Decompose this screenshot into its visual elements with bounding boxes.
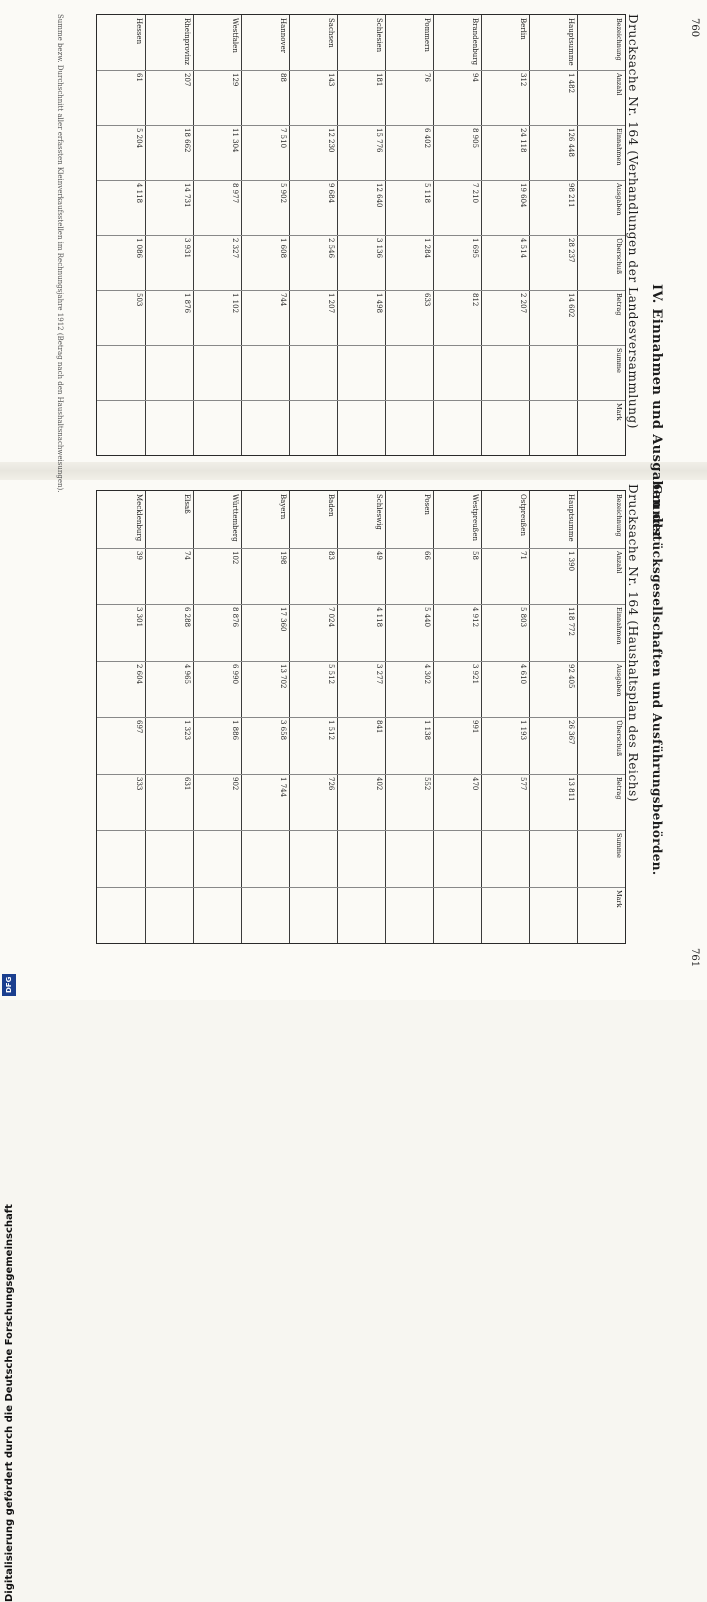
table-cell: 333: [135, 776, 143, 790]
table-header-cell: Anzahl: [615, 550, 623, 573]
table-row-rule: [97, 180, 625, 181]
table-row-rule: [97, 345, 625, 346]
table-cell: Schleswig: [375, 494, 383, 530]
running-title-bottom: Drucksache Nr. 164 (Haushaltsplan des Reichs): [626, 484, 640, 803]
table-cell: 2 546: [327, 238, 335, 259]
table-cell: 4 965: [183, 663, 191, 684]
section-heading: IV. Einnahmen und Ausgaben der: [649, 284, 664, 540]
table-cell: 8 876: [231, 607, 239, 628]
table-cell: 198: [279, 550, 287, 564]
table-cell: 18 662: [183, 128, 191, 153]
data-table-top: [96, 14, 626, 456]
table-cell: 8 977: [231, 183, 239, 204]
table-cell: 58: [471, 550, 479, 560]
table-cell: 3 277: [375, 663, 383, 684]
table-row-rule: [97, 661, 625, 662]
table-cell: 207: [183, 73, 191, 87]
table-header-cell: Summe: [615, 348, 623, 373]
table-cell: 1 482: [567, 73, 575, 94]
table-cell: 5 902: [279, 183, 287, 204]
table-cell: 143: [327, 73, 335, 87]
table-cell: 2 604: [135, 663, 143, 684]
table-cell: 1 608: [279, 238, 287, 259]
table-cell: 3 136: [375, 238, 383, 259]
table-cell: 1 744: [279, 776, 287, 797]
table-cell: 14 602: [567, 293, 575, 318]
table-cell: 14 731: [183, 183, 191, 208]
table-row-rule: [97, 774, 625, 775]
table-cell: 1 138: [423, 720, 431, 741]
table-cell: 19 604: [519, 183, 527, 208]
table-cell: 1 876: [183, 293, 191, 314]
table-cell: Posen: [423, 494, 431, 515]
table-cell: 118 772: [567, 607, 575, 636]
table-cell: 15 776: [375, 128, 383, 153]
table-cell: 402: [375, 776, 383, 790]
table-header-cell: Betrag: [615, 776, 623, 799]
table-cell: Pommern: [423, 18, 431, 52]
table-cell: 4 118: [375, 607, 383, 628]
table-cell: 3 301: [135, 607, 143, 628]
table-row-rule: [97, 887, 625, 888]
data-table-bottom: [96, 490, 626, 944]
table-cell: 1 323: [183, 720, 191, 741]
table-cell: 7 024: [327, 607, 335, 628]
table-cell: 129: [231, 73, 239, 87]
table-cell: 94: [471, 73, 479, 82]
table-cell: 902: [231, 776, 239, 790]
table-cell: 5 204: [135, 128, 143, 149]
funding-banner-text: Digitalisierung gefördert durch die Deutsche Forschungsgemeinschaft: [4, 1204, 15, 1602]
table-cell: 1 498: [375, 293, 383, 314]
table-row-rule: [97, 70, 625, 71]
table-cell: 7 510: [279, 128, 287, 149]
table-cell: 66: [423, 550, 431, 560]
table-cell: 28 237: [567, 238, 575, 263]
table-cell: 503: [135, 293, 143, 307]
table-cell: Westpreußen: [471, 494, 479, 541]
footnote: Summe bezw. Durchschnitt aller erfassten Kleinverkaufsstellen im Rechnungsjahre 1912 (Betrag nach den Haushaltsnachweisungen).: [56, 14, 64, 493]
table-cell: 1 193: [519, 720, 527, 741]
table-cell: Bayern: [279, 494, 287, 520]
table-row-rule: [97, 717, 625, 718]
table-header-cell: Mark: [615, 889, 623, 908]
table-header-cell: Ausgaben: [615, 663, 623, 696]
table-cell: Baden: [327, 494, 335, 517]
dfg-logo: DFG: [2, 974, 16, 996]
table-cell: 9 684: [327, 183, 335, 204]
table-cell: Rheinprovinz: [183, 18, 191, 66]
table-header-cell: Betrag: [615, 293, 623, 316]
table-cell: Hannover: [279, 18, 287, 53]
table-header-cell: Anzahl: [615, 73, 623, 96]
table-cell: 12 230: [327, 128, 335, 153]
table-cell: 1 102: [231, 293, 239, 314]
table-cell: 812: [471, 293, 479, 307]
table-cell: 3 931: [183, 238, 191, 259]
table-row-rule: [97, 400, 625, 401]
table-cell: 1 086: [135, 238, 143, 259]
table-cell: 181: [375, 73, 383, 87]
table-cell: 8 905: [471, 128, 479, 149]
table-cell: 6 990: [231, 663, 239, 684]
table-cell: 7 210: [471, 183, 479, 204]
table-header-cell: Ausgaben: [615, 183, 623, 216]
table-cell: 470: [471, 776, 479, 790]
table-cell: 13 811: [567, 776, 575, 801]
table-cell: 6 402: [423, 128, 431, 149]
table-header-cell: Einnahmen: [615, 607, 623, 645]
running-title-top: Drucksache Nr. 164 (Verhandlungen der Landesversammlung): [626, 14, 640, 430]
table-cell: Brandenburg: [471, 18, 479, 66]
table-cell: Hessen: [135, 18, 143, 45]
table-cell: 726: [327, 776, 335, 790]
table-cell: Schlesien: [375, 18, 383, 53]
table-cell: 2 207: [519, 293, 527, 314]
table-cell: 991: [471, 720, 479, 734]
table-cell: 3 921: [471, 663, 479, 684]
table-cell: 74: [183, 550, 191, 560]
table-cell: 5 440: [423, 607, 431, 628]
table-cell: Württemberg: [231, 494, 239, 542]
table-cell: 71: [519, 550, 527, 560]
table-header-cell: Einnahmen: [615, 128, 623, 166]
table-row-rule: [97, 235, 625, 236]
table-cell: Elsaß: [183, 494, 191, 514]
table-row-rule: [97, 548, 625, 549]
table-row-rule: [97, 604, 625, 605]
table-header-cell: Überschuß: [615, 238, 623, 275]
table-cell: 4 610: [519, 663, 527, 684]
table-cell: 4 912: [471, 607, 479, 628]
table-cell: 1 390: [567, 550, 575, 571]
page-number-top: 760: [689, 18, 700, 38]
table-cell: 697: [135, 720, 143, 734]
table-cell: 1 512: [327, 720, 335, 741]
table-cell: 6 288: [183, 607, 191, 628]
table-header-cell: Bezeichnung: [615, 18, 623, 61]
table-cell: 552: [423, 776, 431, 790]
table-cell: 4 302: [423, 663, 431, 684]
table-cell: 11 304: [231, 128, 239, 153]
table-cell: Sachsen: [327, 18, 335, 48]
table-cell: 102: [231, 550, 239, 564]
table-cell: 26 367: [567, 720, 575, 745]
table-cell: 98 211: [567, 183, 575, 208]
page-number-bottom: 761: [689, 948, 700, 968]
table-header-cell: Bezeichnung: [615, 494, 623, 537]
table-cell: 5 803: [519, 607, 527, 628]
table-cell: 633: [423, 293, 431, 307]
table-cell: 5 512: [327, 663, 335, 684]
table-cell: 5 118: [423, 183, 431, 204]
table-cell: 83: [327, 550, 335, 560]
table-cell: 577: [519, 776, 527, 790]
table-cell: 1 886: [231, 720, 239, 741]
funding-banner: [0, 606, 20, 1602]
table-cell: 13 702: [279, 663, 287, 688]
table-cell: Berlin: [519, 18, 527, 40]
table-cell: 1 207: [327, 293, 335, 314]
table-cell: 126 448: [567, 128, 575, 157]
table-row-rule: [97, 830, 625, 831]
table-cell: 631: [183, 776, 191, 790]
table-cell: 312: [519, 73, 527, 87]
table-cell: 76: [423, 73, 431, 82]
table-cell: 39: [135, 550, 143, 560]
table-row-rule: [97, 125, 625, 126]
table-cell: 1 695: [471, 238, 479, 259]
table-cell: 61: [135, 73, 143, 82]
table-cell: Westfalen: [231, 18, 239, 53]
section-heading-continued: Grundstücksgesellschaften und Ausführungsbehörden.: [650, 484, 664, 876]
table-cell: Hauptsumme: [567, 494, 575, 542]
table-cell: 744: [279, 293, 287, 307]
table-cell: 3 658: [279, 720, 287, 741]
table-cell: 2 327: [231, 238, 239, 259]
table-header-cell: Überschuß: [615, 720, 623, 757]
table-cell: 24 118: [519, 128, 527, 153]
table-cell: 4 514: [519, 238, 527, 259]
table-row-rule: [97, 290, 625, 291]
table-cell: Ostpreußen: [519, 494, 527, 536]
table-cell: Mecklenburg: [135, 494, 143, 542]
table-cell: 49: [375, 550, 383, 560]
table-header-cell: Summe: [615, 833, 623, 858]
table-header-cell: Mark: [615, 403, 623, 421]
page-gutter: [0, 462, 707, 480]
table-cell: Hauptsumme: [567, 18, 575, 66]
table-cell: 841: [375, 720, 383, 734]
table-cell: 88: [279, 73, 287, 82]
table-cell: 1 284: [423, 238, 431, 259]
table-cell: 4 118: [135, 183, 143, 204]
table-cell: 12 640: [375, 183, 383, 208]
table-cell: 92 405: [567, 663, 575, 688]
table-cell: 17 360: [279, 607, 287, 632]
